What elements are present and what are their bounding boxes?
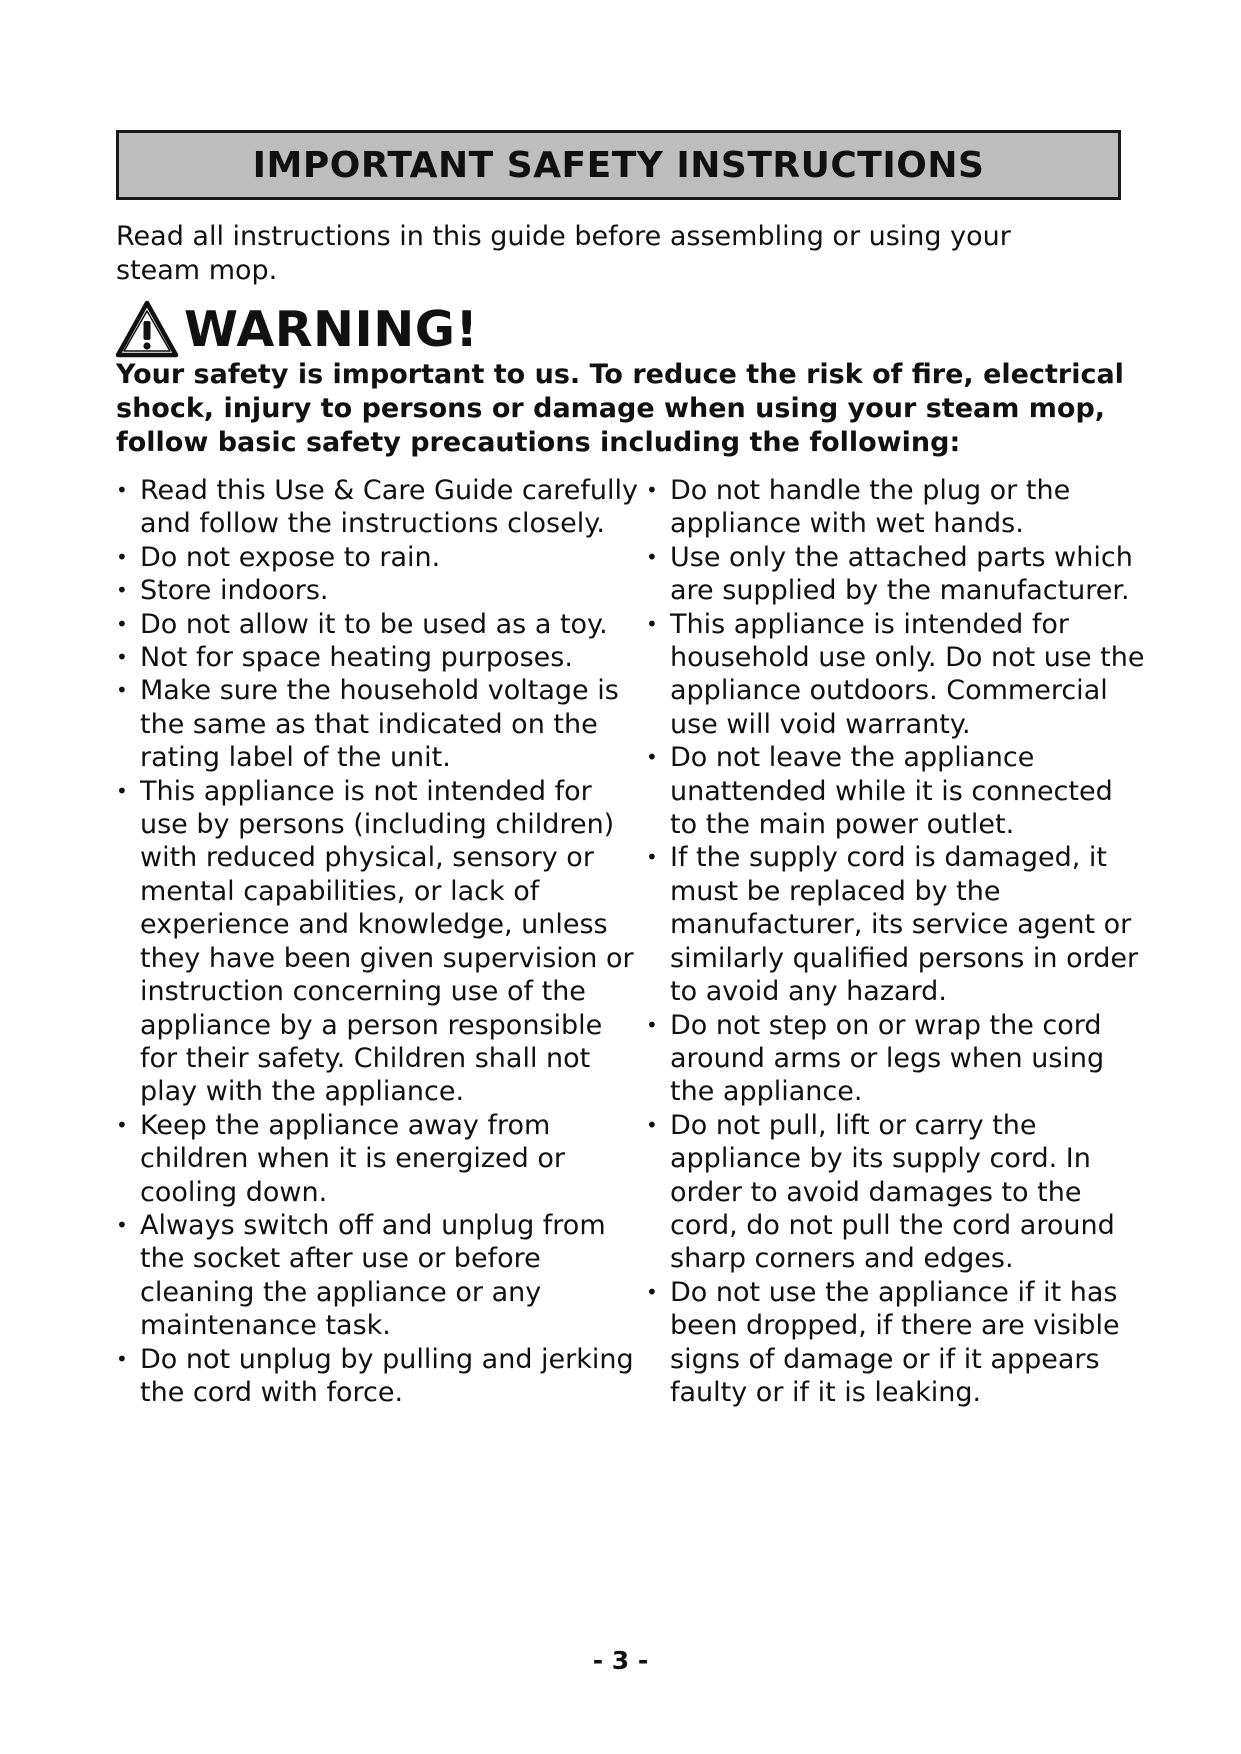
- warning-heading: [114, 297, 478, 361]
- instruction-item: [646, 1009, 1146, 1109]
- instruction-item: [116, 574, 641, 607]
- warning-text: Your safety is important to us. To reduce the risk of fire, electrical shock, injury to persons or damage when using your steam mop, follow basic safety precautions including the following:: [116, 359, 1124, 458]
- instruction-item: [646, 1109, 1146, 1276]
- instruction-text: Do not use the appliance if it has been dropped, if there are visible signs of damage or if it appears faulty or if it is leaking.: [670, 1276, 1120, 1408]
- instruction-text: Make sure the household voltage is the same as that indicated on the rating label of the unit.: [140, 675, 619, 774]
- warning-triangle-icon: [114, 299, 180, 359]
- bullet-icon: •: [116, 611, 128, 636]
- instruction-text: Do not handle the plug or the appliance with wet hands.: [670, 475, 1071, 540]
- bullet-icon: •: [116, 678, 128, 703]
- page-number: - 3 -: [592, 1646, 649, 1675]
- right-instruction-list: [646, 474, 1146, 1409]
- bullet-icon: •: [116, 478, 128, 502]
- bullet-icon: •: [646, 611, 658, 636]
- instruction-item: [646, 474, 1146, 541]
- instruction-text: Read this Use & Care Guide carefully and follow the instructions closely.: [140, 475, 639, 540]
- instruction-item: [116, 1109, 641, 1209]
- instruction-item: [646, 608, 1146, 742]
- instruction-text: If the supply cord is damaged, it must be replaced by the manufacturer, its service agent or similarly qualified persons in order to avoid any hazard.: [670, 842, 1139, 1008]
- instruction-text: This appliance is not intended for use by persons (including children) with reduced physical, sensory or mental capabilities, or lack of experience and knowledge, unless they have been given supervision or instruction concerning use of the appliance by a person responsible for their safety. Children shall not play with the appliance.: [140, 775, 634, 1108]
- bullet-icon: •: [116, 645, 128, 670]
- warning-title: WARNING!: [184, 300, 479, 358]
- bullet-icon: •: [646, 845, 658, 870]
- instruction-text: Do not allow it to be used as a toy.: [140, 608, 608, 640]
- instruction-item: [116, 474, 641, 541]
- instruction-text: Not for space heating purposes.: [140, 642, 573, 674]
- bullet-icon: •: [116, 544, 128, 569]
- bullet-icon: •: [116, 1212, 128, 1237]
- left-instruction-list: [116, 474, 641, 1409]
- instruction-item: [116, 1343, 641, 1410]
- instruction-text: Do not unplug by pulling and jerking the cord with force.: [140, 1343, 634, 1408]
- instruction-item: [116, 641, 641, 674]
- instruction-item: [646, 741, 1146, 841]
- instruction-text: This appliance is intended for household use only. Do not use the appliance outdoors. Commercial use will void warranty.: [670, 608, 1145, 740]
- instruction-item: [646, 841, 1146, 1008]
- title-banner: [116, 130, 1121, 200]
- instruction-item: [116, 1209, 641, 1343]
- instruction-text: Do not leave the appliance unattended while it is connected to the main power outlet.: [670, 742, 1113, 841]
- bullet-icon: •: [646, 478, 658, 502]
- instruction-text: Keep the appliance away from children when it is energized or cooling down.: [140, 1109, 565, 1208]
- instruction-item: [116, 541, 641, 574]
- intro-text: Read all instructions in this guide before assembling or using your steam mop.: [116, 221, 1011, 286]
- instruction-text: Do not pull, lift or carry the appliance by its supply cord. In order to avoid damages to the cord, do not pull the cord around sharp corners and edges.: [670, 1109, 1115, 1275]
- instruction-item: [116, 608, 641, 641]
- instruction-item: [116, 775, 641, 1109]
- bullet-icon: •: [116, 578, 128, 603]
- bullet-icon: •: [646, 1279, 658, 1304]
- instruction-text: Do not step on or wrap the cord around arms or legs when using the appliance.: [670, 1009, 1105, 1108]
- instruction-text: Do not expose to rain.: [140, 541, 441, 573]
- bullet-icon: •: [116, 1112, 128, 1137]
- page-title: IMPORTANT SAFETY INSTRUCTIONS: [252, 144, 985, 186]
- bullet-icon: •: [116, 1346, 128, 1371]
- bullet-icon: •: [646, 1012, 658, 1037]
- instruction-item: [116, 674, 641, 774]
- bullet-icon: •: [646, 1112, 658, 1137]
- instruction-text: Use only the attached parts which are supplied by the manufacturer.: [670, 541, 1133, 607]
- instruction-item: [646, 1276, 1146, 1410]
- instruction-item: [646, 541, 1146, 608]
- bullet-icon: •: [646, 544, 658, 569]
- instruction-text: Always switch off and unplug from the socket after use or before cleaning the appliance or any maintenance task.: [140, 1209, 606, 1342]
- bullet-icon: •: [646, 745, 658, 770]
- instruction-text: Store indoors.: [140, 575, 329, 607]
- bullet-icon: •: [116, 778, 128, 803]
